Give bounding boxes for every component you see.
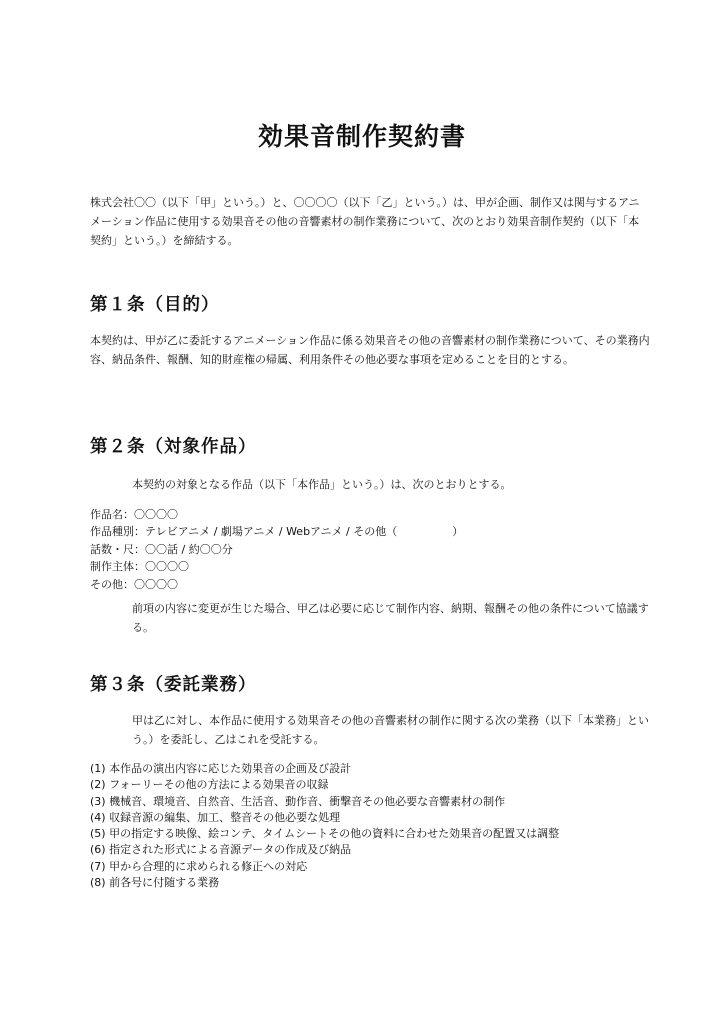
task-item: (1) 本作品の演出内容に応じた効果音の企画及び設計 [90,762,352,775]
article-2-closing: 前項の内容に変更が生じた場合、甲乙は必要に応じて制作内容、納期、報酬その他の条件について協議する。 [132,602,649,634]
detail-producer: 制作主体：〇〇〇〇 [90,560,189,574]
article-3-heading: 第３条（委託業務） [90,675,257,695]
article-1-heading: 第１条（目的） [90,295,220,315]
task-item: (4) 収録音源の編集、加工、整音その他必要な処理 [90,810,341,824]
task-list [90,761,650,891]
work-details-list [90,506,650,593]
task-item: (7) 甲から合理的に求められる修正への対応 [90,859,308,873]
article-1-body: 本契約は、甲が乙に委託するアニメーション作品に係る効果音その他の音響素材の制作業務について、その業務内容、納品条件、報酬、知的財産権の帰属、利用条件その他必要な事項を定めることを目的とする。 [90,334,650,366]
document-title: 効果音制作契約書 [257,122,466,151]
article-2-intro: 本契約の対象となる作品（以下「本作品」という。）は、次のとおりとする。 [132,478,512,491]
task-item: (5) 甲の指定する映像、絵コンテ、タイムシートその他の資料に合わせた効果音の配置又は調整 [90,827,560,841]
detail-title: 作品名：〇〇〇〇 [90,508,178,521]
task-item: (6) 指定された形式による音源データの作成及び納品 [90,843,352,857]
article-3-intro: 甲は乙に対し、本作品に使用する効果音その他の音響素材の制作に関する次の業務（以下「本業務」という。）を委託し、乙はこれを受託する。 [132,714,649,746]
task-item: (8) 前各号に付随する業務 [90,876,220,890]
task-item: (3) 機械音、環境音、自然音、生活音、動作音、衝撃音その他必要な音響素材の制作 [90,794,506,808]
article-2-heading: 第２条（対象作品） [90,437,257,457]
task-item: (2) フォーリーその他の方法による効果音の収録 [90,778,329,792]
detail-work-type: 作品種別：テレビアニメ / 劇場アニメ / Webアニメ / その他（ ） [90,525,464,539]
detail-other: その他：〇〇〇〇 [90,577,178,591]
preamble-paragraph: 株式会社〇〇（以下「甲」という。）と、〇〇〇〇（以下「乙」という。）は、甲が企画、制作又は関与するアニメーション作品に使用する効果音その他の音響素材の制作業務について、次のとおり効果音制作契約（以下「本契約」という。）を締結する。 [90,196,640,247]
detail-episodes-length: 話数・尺：〇〇話 / 約〇〇分 [90,542,233,556]
